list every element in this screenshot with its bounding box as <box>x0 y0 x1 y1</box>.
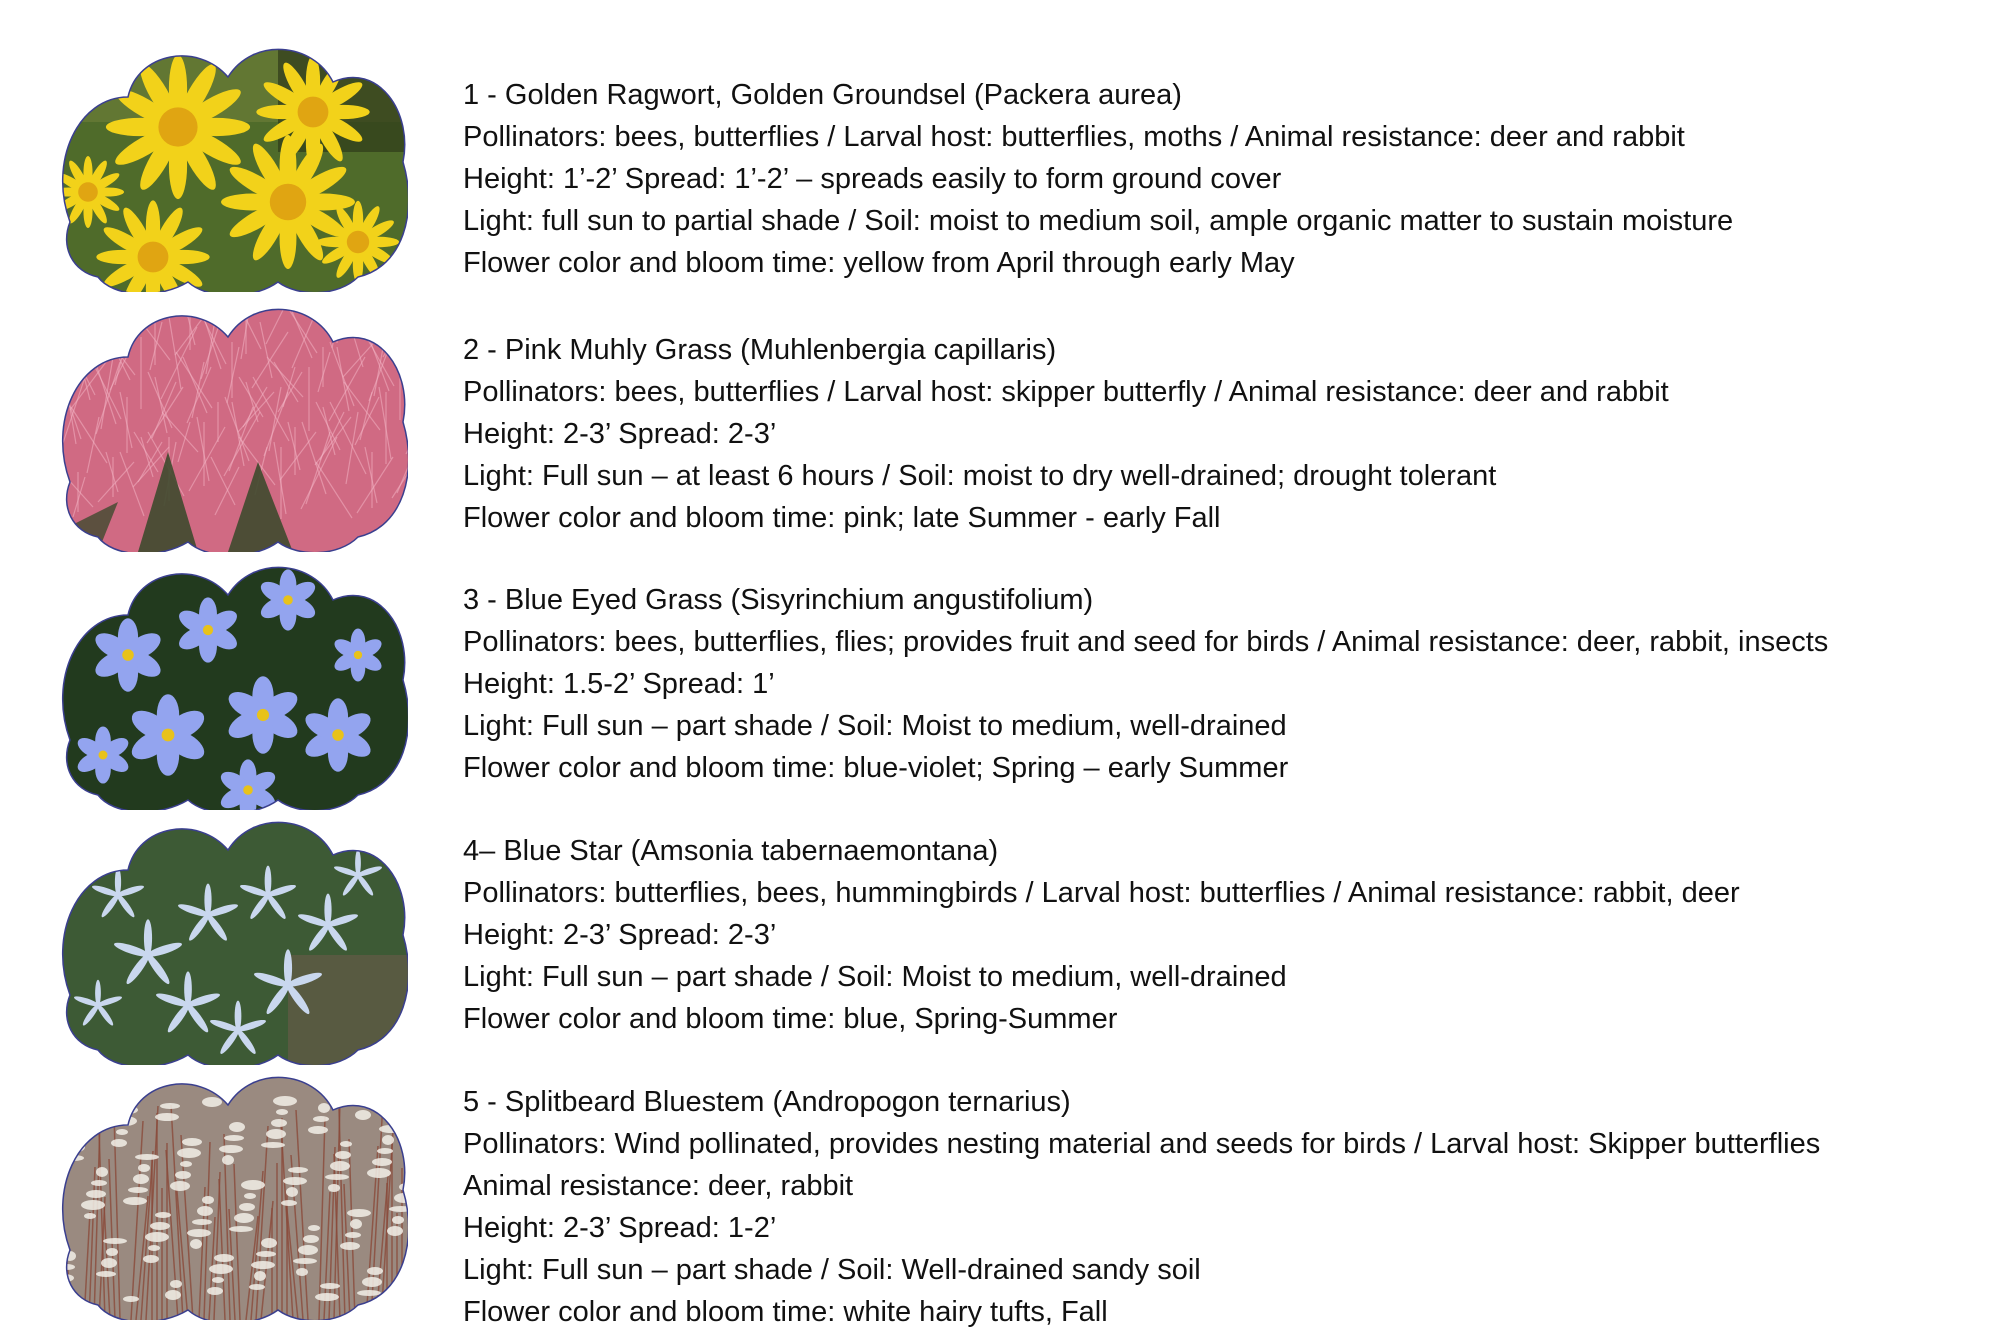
plant-pollinators: Pollinators: bees, butterflies, flies; provides fruit and seed for birds / Animal resistance: deer, rabbit, insects <box>463 626 1829 658</box>
plant-bloom: Flower color and bloom time: pink; late Summer - early Fall <box>463 502 1221 534</box>
plant-light-soil: Light: Full sun – part shade / Soil: Well-drained sandy soil <box>463 1254 1201 1286</box>
pink-muhly-grass-photo <box>58 302 408 552</box>
plant-text-1 <box>463 74 1973 284</box>
plant-light-soil: Light: full sun to partial shade / Soil: moist to medium soil, ample organic matter to sustain moisture <box>463 205 1734 237</box>
plant-text-5 <box>463 1081 1973 1333</box>
plant-title: 1 - Golden Ragwort, Golden Groundsel (Packera aurea) <box>463 79 1182 111</box>
plant-title: 5 - Splitbeard Bluestem (Andropogon ternarius) <box>463 1086 1071 1118</box>
plant-animal-resistance: Animal resistance: deer, rabbit <box>463 1170 854 1202</box>
blue-star-photo <box>58 815 408 1065</box>
plant-pollinators: Pollinators: bees, butterflies / Larval host: skipper butterfly / Animal resistance: deer and rabbit <box>463 376 1669 408</box>
plant-bloom: Flower color and bloom time: white hairy tufts, Fall <box>463 1296 1108 1328</box>
plant-size: Height: 2-3’ Spread: 2-3’ <box>463 919 777 951</box>
plant-title: 3 - Blue Eyed Grass (Sisyrinchium angustifolium) <box>463 584 1094 616</box>
plant-light-soil: Light: Full sun – part shade / Soil: Moist to medium, well-drained <box>463 710 1287 742</box>
plant-pollinators: Pollinators: Wind pollinated, provides nesting material and seeds for birds / Larval host: Skipper butterflies <box>463 1128 1821 1160</box>
plant-pollinators: Pollinators: butterflies, bees, hummingbirds / Larval host: butterflies / Animal resistance: rabbit, deer <box>463 877 1740 909</box>
plant-size: Height: 2-3’ Spread: 1-2’ <box>463 1212 777 1244</box>
plant-title: 2 - Pink Muhly Grass (Muhlenbergia capillaris) <box>463 334 1057 366</box>
plant-bloom: Flower color and bloom time: blue-violet; Spring – early Summer <box>463 752 1289 784</box>
plant-light-soil: Light: Full sun – at least 6 hours / Soil: moist to dry well-drained; drought tolerant <box>463 460 1497 492</box>
plant-title: 4– Blue Star (Amsonia tabernaemontana) <box>463 835 999 867</box>
plant-text-2 <box>463 329 1973 539</box>
plant-size: Height: 1.5-2’ Spread: 1’ <box>463 668 775 700</box>
plant-bloom: Flower color and bloom time: yellow from April through early May <box>463 247 1295 279</box>
blue-eyed-grass-photo <box>58 560 408 810</box>
golden-ragwort-photo <box>58 42 408 292</box>
splitbeard-bluestem-photo <box>58 1070 408 1320</box>
plant-pollinators: Pollinators: bees, butterflies / Larval host: butterflies, moths / Animal resistance: deer and rabbit <box>463 121 1685 153</box>
plant-text-3 <box>463 579 1973 789</box>
plant-light-soil: Light: Full sun – part shade / Soil: Moist to medium, well-drained <box>463 961 1287 993</box>
plant-size: Height: 1’-2’ Spread: 1’-2’ – spreads easily to form ground cover <box>463 163 1282 195</box>
plant-bloom: Flower color and bloom time: blue, Spring-Summer <box>463 1003 1118 1035</box>
plant-size: Height: 2-3’ Spread: 2-3’ <box>463 418 777 450</box>
plant-text-4 <box>463 830 1973 1040</box>
